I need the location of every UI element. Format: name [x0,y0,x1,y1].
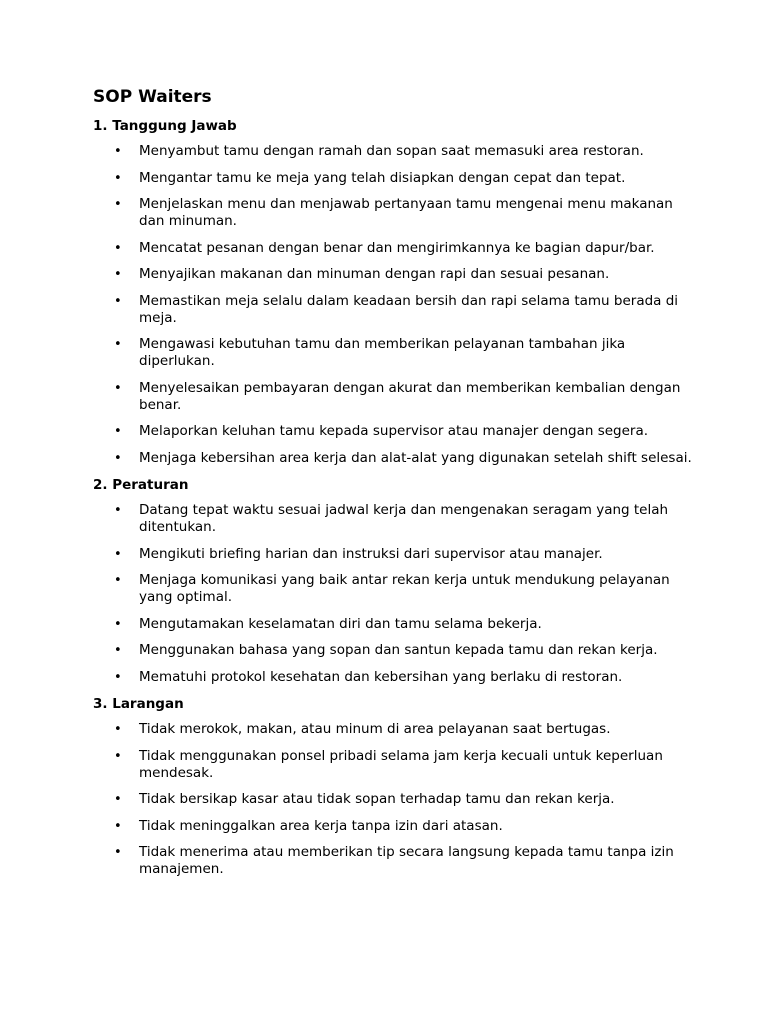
list-item-text: Mencatat pesanan dengan benar dan mengirimkannya ke bagian dapur/bar. [139,239,655,256]
bullet-icon: • [114,170,122,186]
list-item-text: Menyambut tamu dengan ramah dan sopan saat memasuki area restoran. [139,143,644,159]
list-item [93,336,693,370]
list-item-text: Mematuhi protokol kesehatan dan kebersihan yang berlaku di restoran. [139,668,623,685]
list-item-text: Tidak menerima atau memberikan tip secara langsung kepada tamu tanpa izin manajemen. [139,844,674,877]
list-item [93,293,693,327]
section-heading-peraturan: 2. Peraturan [93,477,189,493]
list-item [93,450,693,467]
bullet-icon: • [114,424,122,439]
list-item-text: Menjaga kebersihan area kerja dan alat-alat yang digunakan setelah shift selesai. [139,449,692,466]
list-item [93,266,693,283]
list-item [93,818,693,835]
section-heading-tanggung-jawab: 1. Tanggung Jawab [93,118,237,134]
bullet-icon: • [114,748,122,764]
list-item-text: Tidak bersikap kasar atau tidak sopan terhadap tamu dan rekan kerja. [139,791,615,807]
document-body [93,86,693,888]
bullet-icon: • [114,818,122,834]
list-item-text: Tidak menggunakan ponsel pribadi selama jam kerja kecuali untuk keperluan mendesak. [139,747,663,781]
list-item-text: Menyelesaikan pembayaran dengan akurat dan memberikan kembalian dengan benar. [139,379,681,413]
bullet-icon: • [114,240,122,256]
bullet-icon: • [114,845,122,860]
list-item-text: Menjaga komunikasi yang baik antar rekan kerja untuk mendukung pelayanan yang optimal. [139,572,670,605]
bullet-icon: • [114,643,122,658]
list-item [93,240,693,257]
bullet-icon: • [114,293,122,309]
bullet-icon: • [114,573,122,588]
bullet-icon: • [114,792,122,807]
list-item-text: Tidak meninggalkan area kerja tanpa izin dari atasan. [139,817,503,834]
bullet-icon: • [114,337,122,352]
list-item [93,616,693,633]
list-tanggung-jawab [93,143,693,467]
list-item [93,642,693,659]
list-item [93,844,693,878]
list-item [93,502,693,536]
list-item [93,170,693,187]
list-item-text: Mengikuti briefing harian dan instruksi dari supervisor atau manajer. [139,545,603,562]
list-item-text: Mengutamakan keselamatan diri dan tamu selama bekerja. [139,615,542,632]
bullet-icon: • [114,380,122,396]
bullet-icon: • [114,144,122,159]
list-larangan [93,721,693,878]
list-item [93,196,693,230]
bullet-icon: • [114,616,122,632]
list-item [93,721,693,738]
bullet-icon: • [114,267,122,282]
list-item [93,143,693,160]
list-item [93,546,693,563]
section-heading-larangan: 3. Larangan [93,696,184,712]
list-item-text: Datang tepat waktu sesuai jadwal kerja dan mengenakan seragam yang telah ditentukan. [139,502,669,535]
list-item-text: Menggunakan bahasa yang sopan dan santun kepada tamu dan rekan kerja. [139,642,658,658]
bullet-icon: • [114,722,122,737]
list-item [93,791,693,808]
bullet-icon: • [114,503,122,518]
list-item-text: Memastikan meja selalu dalam keadaan bersih dan rapi selama tamu berada di meja. [139,292,679,326]
list-item-text: Tidak merokok, makan, atau minum di area pelayanan saat bertugas. [139,721,611,737]
list-item-text: Mengawasi kebutuhan tamu dan memberikan pelayanan tambahan jika diperlukan. [139,336,626,369]
list-item-text: Menjelaskan menu dan menjawab pertanyaan tamu mengenai menu makanan dan minuman. [139,196,673,229]
bullet-icon: • [114,450,122,466]
list-item [93,669,693,686]
list-item [93,423,693,440]
list-item [93,748,693,782]
list-item-text: Menyajikan makanan dan minuman dengan rapi dan sesuai pesanan. [139,266,610,282]
bullet-icon: • [114,669,122,685]
list-item [93,380,693,414]
bullet-icon: • [114,197,122,212]
list-item [93,572,693,606]
bullet-icon: • [114,546,122,562]
list-item-text: Melaporkan keluhan tamu kepada supervisor atau manajer dengan segera. [139,423,649,439]
list-peraturan [93,502,693,686]
document-title: SOP Waiters [93,87,212,107]
list-item-text: Mengantar tamu ke meja yang telah disiapkan dengan cepat dan tepat. [139,169,626,186]
